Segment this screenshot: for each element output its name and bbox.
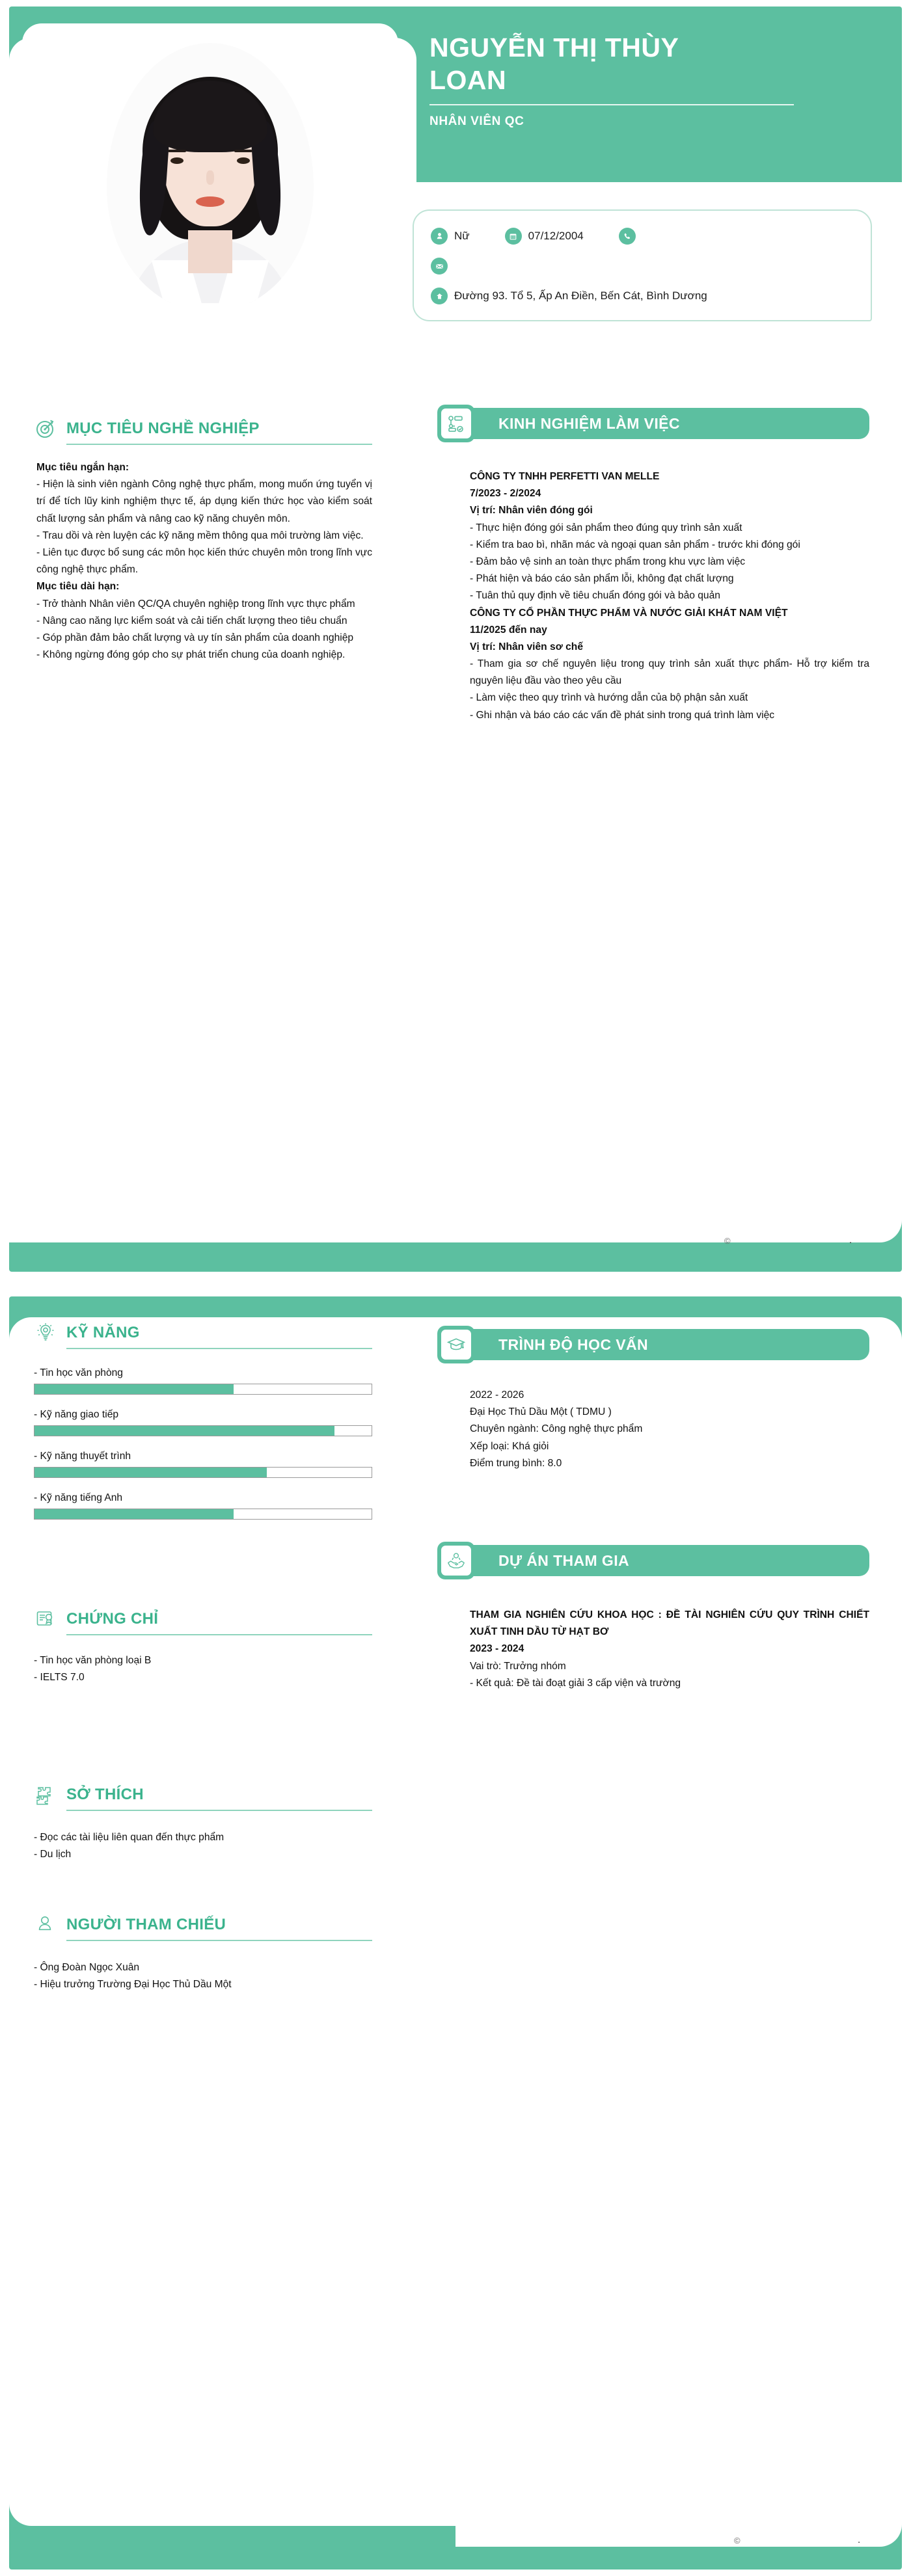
section-certificates [34,1607,372,1635]
education-line: 2022 - 2026 [470,1389,524,1401]
experience-position: Vị trí: Nhân viên đóng gói [470,505,593,517]
education-line: Điểm trung bình: 8.0 [470,1457,562,1469]
page-separator [0,1278,911,1290]
skill-progress-bar [34,1425,372,1436]
certificate-item: - IELTS 7.0 [34,1672,85,1684]
work-experience-body [470,468,869,724]
objective-item: - Trau dồi và rèn luyện các kỹ năng mềm thông qua môi trường làm việc. [36,530,364,541]
candidate-name-line-1: NGUYỄN THỊ THÙY [429,33,679,62]
projects-body [470,1607,869,1692]
experience-duty: - Tham gia sơ chế nguyên liệu trong quy trình sản xuất thực phẩm- Hỗ trợ kiểm tra nguyên liệu đầu vào theo yêu cầu [470,658,869,687]
contact-row-primary [431,228,854,245]
experience-duty: - Phát hiện và báo cáo sản phẩm lỗi, không đạt chất lượng [470,573,734,585]
section-divider [66,1940,372,1941]
objective-item: - Góp phần đảm bảo chất lượng và uy tín sản phẩm của doanh nghiệp [36,632,354,643]
section-title-skills: KỸ NĂNG [66,1324,140,1341]
project-role: Vai trò: Trưởng nhóm [470,1660,566,1672]
workflow-icon [437,405,475,442]
envelope-icon [431,258,448,275]
section-title-references: NGƯỜI THAM CHIẾU [66,1916,226,1933]
avatar [22,23,398,303]
section-title-interests: SỞ THÍCH [66,1786,144,1803]
skill-label: - Kỹ năng thuyết trình [34,1451,131,1462]
section-projects [437,1542,869,1579]
career-objective-body [36,459,372,664]
experience-duty: - Ghi nhận và báo cáo các vấn đề phát sinh trong quá trình làm việc [470,709,775,721]
puzzle-icon [34,1782,57,1807]
section-divider [66,1810,372,1811]
skills-body [34,1367,372,1534]
education-line: Đại Học Thủ Dầu Một ( TDMU ) [470,1406,612,1418]
education-line: Xếp loại: Khá giỏi [470,1440,549,1452]
education-line: Chuyên ngành: Công nghệ thực phẩm [470,1423,643,1435]
copyright-mark: © [724,1236,731,1246]
experience-duty: - Tuân thủ quy định về tiêu chuẩn đóng gói và bảo quản [470,590,720,602]
home-icon [431,288,448,304]
section-title-projects: DỰ ÁN THAM GIA [498,1551,629,1569]
candidate-name-line-2: LOAN [429,65,507,96]
calendar-icon [505,228,522,245]
references-body [34,1959,372,1993]
experience-duty: - Đảm bảo vệ sinh an toàn thực phẩm trong khu vực làm việc [470,556,746,567]
address-value: Đường 93. Tổ 5, Ấp An Điền, Bến Cát, Bình Dương [454,289,707,302]
certificate-item: - Tin học văn phòng loại B [34,1655,152,1666]
copyright-mark: © [734,2536,741,2545]
skill-progress-bar [34,1384,372,1395]
section-education [437,1326,869,1363]
interest-item: - Đọc các tài liệu liên quan đến thực phẩm [34,1832,224,1843]
page-title [429,31,846,129]
section-title-career-objective: MỤC TIÊU NGHỀ NGHIỆP [66,420,260,437]
experience-company: CÔNG TY CỔ PHẦN THỰC PHẨM VÀ NƯỚC GIẢI KHÁT NAM VIỆT [470,607,788,619]
section-bar-education [471,1329,869,1360]
skill-label: - Tin học văn phòng [34,1367,123,1378]
target-icon [34,416,57,441]
resume-page-1 [0,0,911,1278]
section-career-objective [34,416,372,445]
certificate-icon [34,1607,57,1631]
lightbulb-icon [34,1321,57,1345]
objective-item: - Hiện là sinh viên ngành Công nghệ thực phẩm, mong muốn ứng tuyển vị trí để tích lũy kinh nghiệm thực tế, áp dụng kiến thức học vào kiểm soát chất lượng sản phẩm và nâng cao kỹ năng chuyên môn. [36,479,372,524]
portrait-photo [107,43,314,303]
section-interests [34,1782,372,1811]
name-divider [429,104,794,105]
contact-row-email [431,258,854,275]
graduation-cap-icon [437,1326,475,1363]
interest-item: - Du lịch [34,1849,72,1860]
section-bar-projects [471,1545,869,1576]
project-result: - Kết quả: Đề tài đoạt giải 3 cấp viện và trường [470,1677,681,1689]
interests-body [34,1829,372,1863]
footer-dot: . [858,2534,861,2545]
objective-item: - Nâng cao năng lực kiểm soát và cải tiến chất lượng theo tiêu chuẩn [36,615,347,626]
resume-page-2 [0,1290,911,2576]
experience-period: 11/2025 đến nay [470,624,547,636]
contact-row-address [431,288,854,304]
section-divider [66,1634,372,1635]
skill-label: - Kỹ năng giao tiếp [34,1409,119,1420]
section-bar-work-experience [471,408,869,439]
reference-item: - Hiệu trưởng Trường Đại Học Thủ Dầu Một [34,1979,232,1991]
birthdate-value: 07/12/2004 [528,230,584,242]
phone-icon [619,228,636,245]
objective-item: - Liên tục được bổ sung các môn học kiến thức chuyên môn trong lĩnh vực công nghệ thực phẩm. [36,546,372,576]
person-outline-icon [34,1912,57,1937]
certificates-body [34,1652,372,1686]
person-icon [431,228,448,245]
objective-long-term-label: Mục tiêu dài hạn: [36,581,120,593]
education-body [470,1387,869,1472]
section-title-education: TRÌNH ĐỘ HỌC VẤN [498,1335,649,1353]
project-heading: THAM GIA NGHIÊN CỨU KHOA HỌC : ĐỀ TÀI NGHIÊN CỨU QUY TRÌNH CHIẾT XUẤT TINH DẦU TỪ HẠT BƠ [470,1609,869,1638]
footer-dot: . [849,1235,852,1246]
section-divider [66,444,372,445]
job-title: NHÂN VIÊN QC [429,114,524,129]
objective-item: - Không ngừng đóng góp cho sự phát triển chung của doanh nghiệp. [36,649,346,661]
contact-card [413,209,872,321]
page-2-white-extension [456,2474,902,2547]
objective-item: - Trở thành Nhân viên QC/QA chuyên nghiệp trong lĩnh vực thực phẩm [36,598,355,610]
skill-progress-bar [34,1467,372,1478]
objective-short-term-label: Mục tiêu ngắn hạn: [36,462,129,473]
skill-label: - Kỹ năng tiếng Anh [34,1492,123,1503]
section-divider [66,1348,372,1349]
reference-item: - Ông Đoàn Ngọc Xuân [34,1962,140,1973]
experience-period: 7/2023 - 2/2024 [470,488,541,500]
experience-company: CÔNG TY TNHH PERFETTI VAN MELLE [470,471,660,482]
gender-value: Nữ [454,230,470,242]
skill-progress-bar [34,1509,372,1520]
section-title-work-experience: KINH NGHIỆM LÀM VIỆC [498,414,680,432]
experience-duty: - Làm việc theo quy trình và hướng dẫn của bộ phận sản xuất [470,692,748,704]
section-work-experience [437,405,869,442]
project-period: 2023 - 2024 [470,1643,524,1655]
experience-position: Vị trí: Nhân viên sơ chế [470,641,583,652]
experience-duty: - Thực hiện đóng gói sản phẩm theo đúng quy trình sản xuất [470,522,742,533]
section-title-certificates: CHỨNG CHỈ [66,1610,159,1628]
section-skills [34,1321,372,1349]
experience-duty: - Kiểm tra bao bì, nhãn mác và ngoại quan sản phẩm - trước khi đóng gói [470,539,800,550]
handshake-icon [437,1542,475,1579]
section-references [34,1912,372,1941]
